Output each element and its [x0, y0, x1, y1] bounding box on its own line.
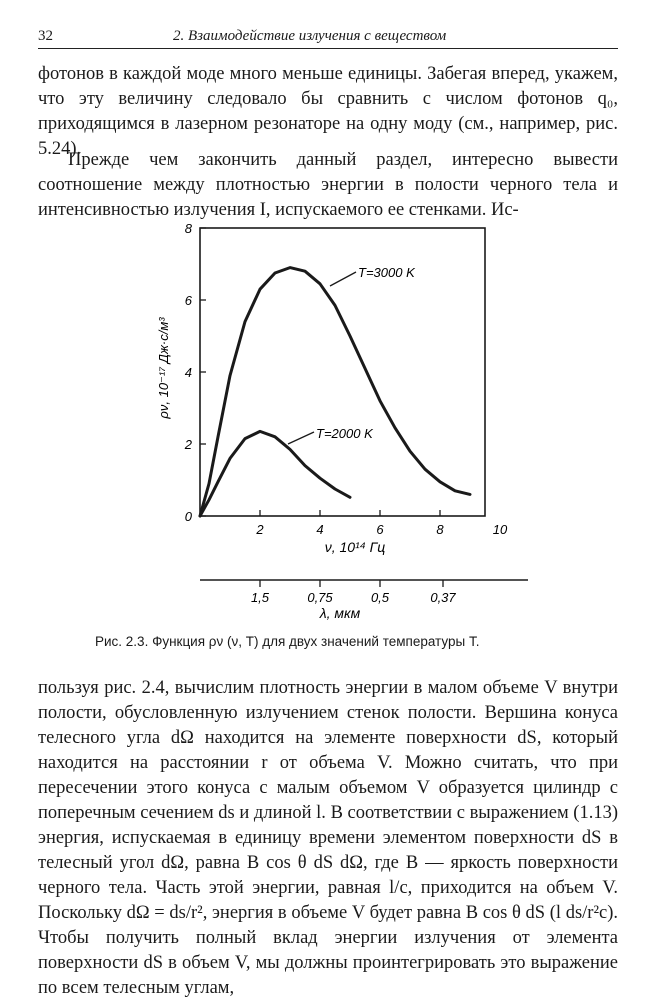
paragraph-2: Прежде чем закончить данный раздел, интересно вывести соотношение между плотностью энергии в полости черного тела и интенсивностью излучения I, испускаемого ее стенками. Ис- — [38, 150, 618, 220]
x-axis-ticks — [255, 510, 508, 537]
figure-caption: Рис. 2.3. Функция ρν (ν, T) для двух значений температуры T. — [95, 634, 480, 649]
page-header — [38, 22, 618, 48]
y-tick-label: 2 — [184, 437, 192, 452]
plot-frame — [200, 228, 485, 516]
wavelength-axis-label: λ, мкм — [319, 605, 361, 621]
y-axis-ticks — [184, 221, 206, 524]
y-axis-label: ρν, 10⁻¹⁷ Дж·с/м³ — [156, 317, 171, 419]
y-tick-label: 8 — [184, 221, 192, 236]
x-tick-label: 10 — [492, 522, 508, 537]
curve-label-2000: T=2000 K — [316, 426, 373, 441]
plot-border — [200, 228, 485, 516]
x-tick-label: 6 — [376, 522, 384, 537]
page-number: 32 — [38, 28, 53, 44]
figure-2-3 — [120, 218, 540, 638]
curve-label-2000-leader — [288, 432, 314, 444]
y-tick-label: 6 — [184, 293, 192, 308]
header-rule — [38, 48, 618, 49]
curve-label-3000-leader — [330, 272, 356, 286]
spectral-density-chart — [120, 218, 540, 638]
wavelength-tick-label: 1,5 — [250, 590, 270, 605]
x-axis-label: ν, 10¹⁴ Гц — [324, 539, 386, 555]
wavelength-axis — [200, 580, 528, 605]
series-lines — [200, 268, 470, 516]
paragraph-1: фотонов в каждой моде много меньше единицы. Забегая вперед, укажем, что эту величину следовало бы сравнить с числом фотонов q₀, приходящимся в лазерном резонаторе на одну моду (см., например, рис. 5.24). — [38, 64, 618, 159]
series-line-2000k — [200, 431, 350, 516]
wavelength-tick-label: 0,37 — [430, 590, 456, 605]
y-tick-label: 0 — [184, 509, 192, 524]
x-tick-label: 8 — [436, 522, 444, 537]
x-tick-label: 2 — [256, 522, 264, 537]
paragraph-3: пользуя рис. 2.4, вычислим плотность энергии в малом объеме V внутри полости, обусловленную излучением стенок полости. Вершина конуса телесного угла dΩ находится на элементе поверхности dS, который находится на расстоянии r от объема V. Можно считать, что при пересечении этого конуса с малым объемом V образуется цилиндр с поперечным сечением ds и длиной l. В соответствии с выражением (1.13) энергия, испускаемая в единицу времени элементом поверхности dS в телесный угол dΩ, равна B cos θ dS dΩ, где B — яркость поверхности черного тела. Часть этой энергии, равная l/c, приходится на объем V. Поскольку dΩ = ds/r², энергия в объеме V будет равна B cos θ dS (l ds/r²c). Чтобы получить полный вклад энергии излучения от элемента поверхности dS в объем V, мы должны проинтегрировать это выражение по всем телесным углам, — [38, 678, 618, 998]
series-line-3000k — [200, 268, 470, 516]
curve-label-3000: T=3000 K — [358, 265, 415, 280]
wavelength-tick-label: 0,75 — [307, 590, 333, 605]
y-tick-label: 4 — [184, 365, 192, 380]
wavelength-tick-label: 0,5 — [370, 590, 390, 605]
x-tick-label: 4 — [316, 522, 324, 537]
running-title: 2. Взаимодействие излучения с веществом — [173, 28, 447, 44]
